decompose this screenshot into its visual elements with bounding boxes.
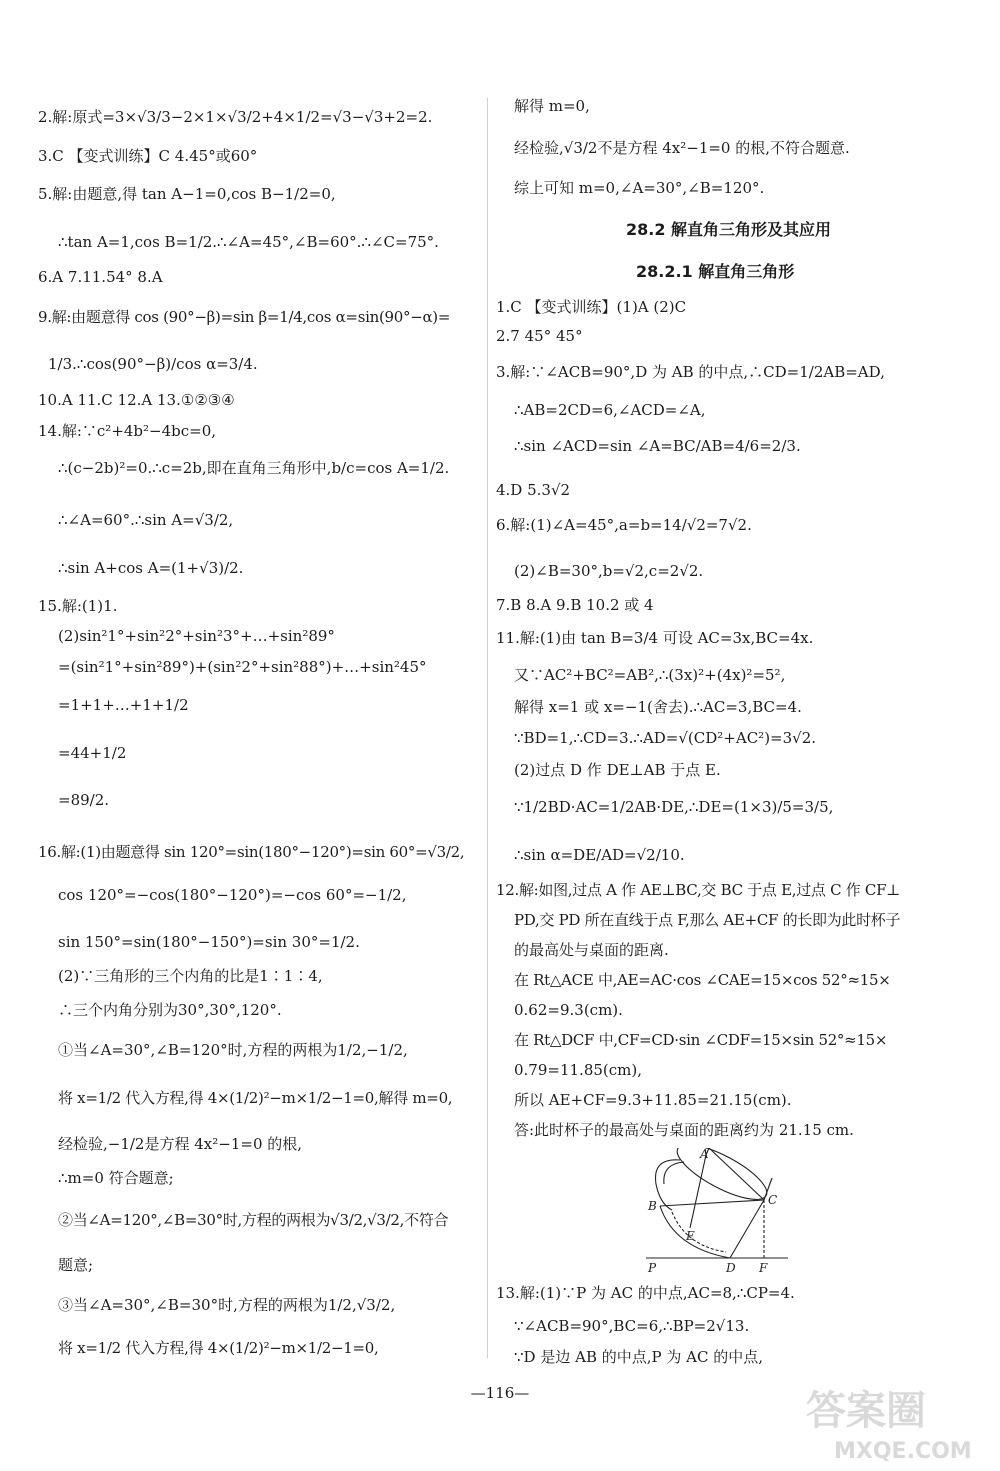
label-f: F [759, 1261, 768, 1274]
answer-line: ∵BD=1,∴CD=3.∴AD=√(CD²+AC²)=3√2. [514, 729, 817, 747]
label-e: E [686, 1229, 695, 1243]
answer-line: 0.62=9.3(cm). [514, 1001, 623, 1019]
answer-line: ②当∠A=120°,∠B=30°时,方程的两根为√3/2,√3/2,不符合 [58, 1211, 449, 1229]
answer-line: 又∵AC²+BC²=AB²,∴(3x)²+(4x)²=5², [514, 666, 786, 684]
label-d: D [726, 1261, 736, 1274]
answer-line: 14.解:∵c²+4b²−4bc=0, [38, 422, 217, 440]
answer-line: 在 Rt△DCF 中,CF=CD·sin ∠CDF=15×sin 52°≈15× [514, 1031, 888, 1049]
answer-line: ∴tan A=1,cos B=1/2.∴∠A=45°,∠B=60°.∴∠C=75°. [58, 233, 439, 251]
answer-line: 2.7 45° 45° [496, 327, 583, 345]
answer-line: 解得 m=0, [514, 97, 590, 115]
line-ae [690, 1155, 706, 1228]
answer-line: 16.解:(1)由题意得 sin 120°=sin(180°−120°)=sin 60°=√3/2, [38, 843, 465, 861]
answer-line: 11.解:(1)由 tan B=3/4 可设 AC=3x,BC=4x. [496, 629, 814, 647]
cup-body-inner [672, 1212, 726, 1252]
answer-line: 7.B 8.A 9.B 10.2 或 4 [496, 596, 654, 614]
label-a: A [700, 1148, 709, 1161]
answer-line: =1+1+…+1+1/2 [58, 696, 189, 714]
answer-line: 10.A 11.C 12.A 13.①②③④ [38, 391, 235, 409]
answer-line: 3.C 【变式训练】C 4.45°或60° [38, 147, 258, 165]
cup-body-left [660, 1206, 730, 1258]
answer-line: =89/2. [58, 791, 110, 809]
label-b: B [648, 1199, 657, 1213]
page-number: —116— [470, 1384, 530, 1402]
answer-line: 13.解:(1)∵P 为 AC 的中点,AC=8,∴CP=4. [496, 1284, 795, 1302]
line-bc [660, 1200, 764, 1206]
answer-line: 12.解:如图,过点 A 作 AE⊥BC,交 BC 于点 E,过点 C 作 CF⊥ [496, 881, 900, 899]
answer-line: ∴∠A=60°.∴sin A=√3/2, [58, 511, 234, 529]
answer-line: 4.D 5.3√2 [496, 481, 571, 499]
answer-line: 3.解:∵∠ACB=90°,D 为 AB 的中点,∴CD=1/2AB=AD, [496, 363, 885, 381]
answer-line: ∴三个内角分别为30°,30°,120°. [58, 1001, 282, 1019]
answer-line: =(sin²1°+sin²89°)+(sin²2°+sin²88°)+…+sin²45° [58, 658, 427, 676]
cup-handle-inner [664, 1162, 684, 1184]
answer-line: 6.解:(1)∠A=45°,a=b=14/√2=7√2. [496, 516, 752, 534]
answer-line: 题意; [58, 1256, 94, 1274]
answer-line: 将 x=1/2 代入方程,得 4×(1/2)²−m×1/2−1=0,解得 m=0, [58, 1089, 453, 1107]
answer-line: ∵1/2BD·AC=1/2AB·DE,∴DE=(1×3)/5=3/5, [514, 798, 834, 816]
answer-line: ∴(c−2b)²=0.∴c=2b,即在直角三角形中,b/c=cos A=1/2. [58, 459, 450, 477]
answer-line: 2.解:原式=3×√3/3−2×1×√3/2+4×1/2=√3−√3+2=2. [38, 108, 433, 126]
column-divider [487, 98, 488, 1358]
answer-line: ∴sin A+cos A=(1+√3)/2. [58, 559, 244, 577]
answer-line: ∴sin α=DE/AD=√2/10. [514, 846, 685, 864]
answer-line: ∴sin ∠ACD=sin ∠A=BC/AB=4/6=2/3. [514, 437, 801, 455]
answer-line: 经检验,√3/2不是方程 4x²−1=0 的根,不符合题意. [514, 139, 850, 157]
line-ac [709, 1148, 764, 1200]
answer-line: 解得 x=1 或 x=−1(舍去).∴AC=3,BC=4. [514, 698, 802, 716]
cup-handle [656, 1160, 681, 1210]
watermark-text: 答案圈 [806, 1388, 926, 1434]
line-cd [730, 1200, 764, 1258]
answer-line: 将 x=1/2 代入方程,得 4×(1/2)²−m×1/2−1=0, [58, 1339, 379, 1357]
cup-figure [646, 1148, 796, 1274]
answer-line: ∴m=0 符合题意; [58, 1169, 174, 1187]
answer-line: 经检验,−1/2是方程 4x²−1=0 的根, [58, 1135, 303, 1153]
answer-line: =44+1/2 [58, 744, 127, 762]
answer-line: 15.解:(1)1. [38, 597, 118, 615]
answer-line: 在 Rt△ACE 中,AE=AC·cos ∠CAE=15×cos 52°≈15× [514, 971, 891, 989]
answer-line: PD,交 PD 所在直线于点 F,那么 AE+CF 的长即为此时杯子 [514, 911, 901, 929]
answer-line: ∴AB=2CD=6,∠ACD=∠A, [514, 401, 706, 419]
answer-line: 1.C 【变式训练】(1)A (2)C [496, 298, 687, 316]
answer-line: (2)过点 D 作 DE⊥AB 于点 E. [514, 761, 721, 779]
answer-line: ∵D 是边 AB 的中点,P 为 AC 的中点, [514, 1348, 763, 1366]
subsection-heading: 28.2.1 解直角三角形 [636, 262, 795, 281]
answer-line: ③当∠A=30°,∠B=30°时,方程的两根为1/2,√3/2, [58, 1296, 396, 1314]
answer-line: 综上可知 m=0,∠A=30°,∠B=120°. [514, 179, 765, 197]
section-heading: 28.2 解直角三角形及其应用 [626, 220, 832, 239]
answer-line: 的最高处与桌面的距离. [514, 941, 669, 959]
answer-line: ①当∠A=30°,∠B=120°时,方程的两根为1/2,−1/2, [58, 1041, 408, 1059]
answer-line: cos 120°=−cos(180°−120°)=−cos 60°=−1/2, [58, 886, 407, 904]
answer-line: 1/3.∴cos(90°−β)/cos α=3/4. [48, 355, 258, 373]
answer-line: 答:此时杯子的最高处与桌面的距离约为 21.15 cm. [514, 1121, 854, 1139]
answer-line: sin 150°=sin(180°−150°)=sin 30°=1/2. [58, 933, 360, 951]
answer-line: (2)sin²1°+sin²2°+sin²3°+…+sin²89° [58, 627, 335, 645]
answer-line: (2)∵三角形的三个内角的比是1∶1∶4, [58, 967, 323, 985]
answer-line: 所以 AE+CF=9.3+11.85=21.15(cm). [514, 1091, 792, 1109]
watermark-logo [800, 1378, 990, 1466]
answer-line: ∵∠ACB=90°,BC=6,∴BP=2√13. [514, 1317, 750, 1335]
answer-line: (2)∠B=30°,b=√2,c=2√2. [514, 562, 704, 580]
answer-line: 5.解:由题意,得 tan A−1=0,cos B−1/2=0, [38, 185, 336, 203]
answer-line: 0.79=11.85(cm), [514, 1061, 643, 1079]
answer-line: 6.A 7.11.54° 8.A [38, 268, 163, 286]
label-c: C [768, 1193, 778, 1207]
label-p: P [648, 1261, 657, 1274]
answer-line: 9.解:由题意得 cos (90°−β)=sin β=1/4,cos α=sin(90°−α)= [38, 308, 451, 326]
watermark-url: MXQE.COM [834, 1439, 972, 1464]
